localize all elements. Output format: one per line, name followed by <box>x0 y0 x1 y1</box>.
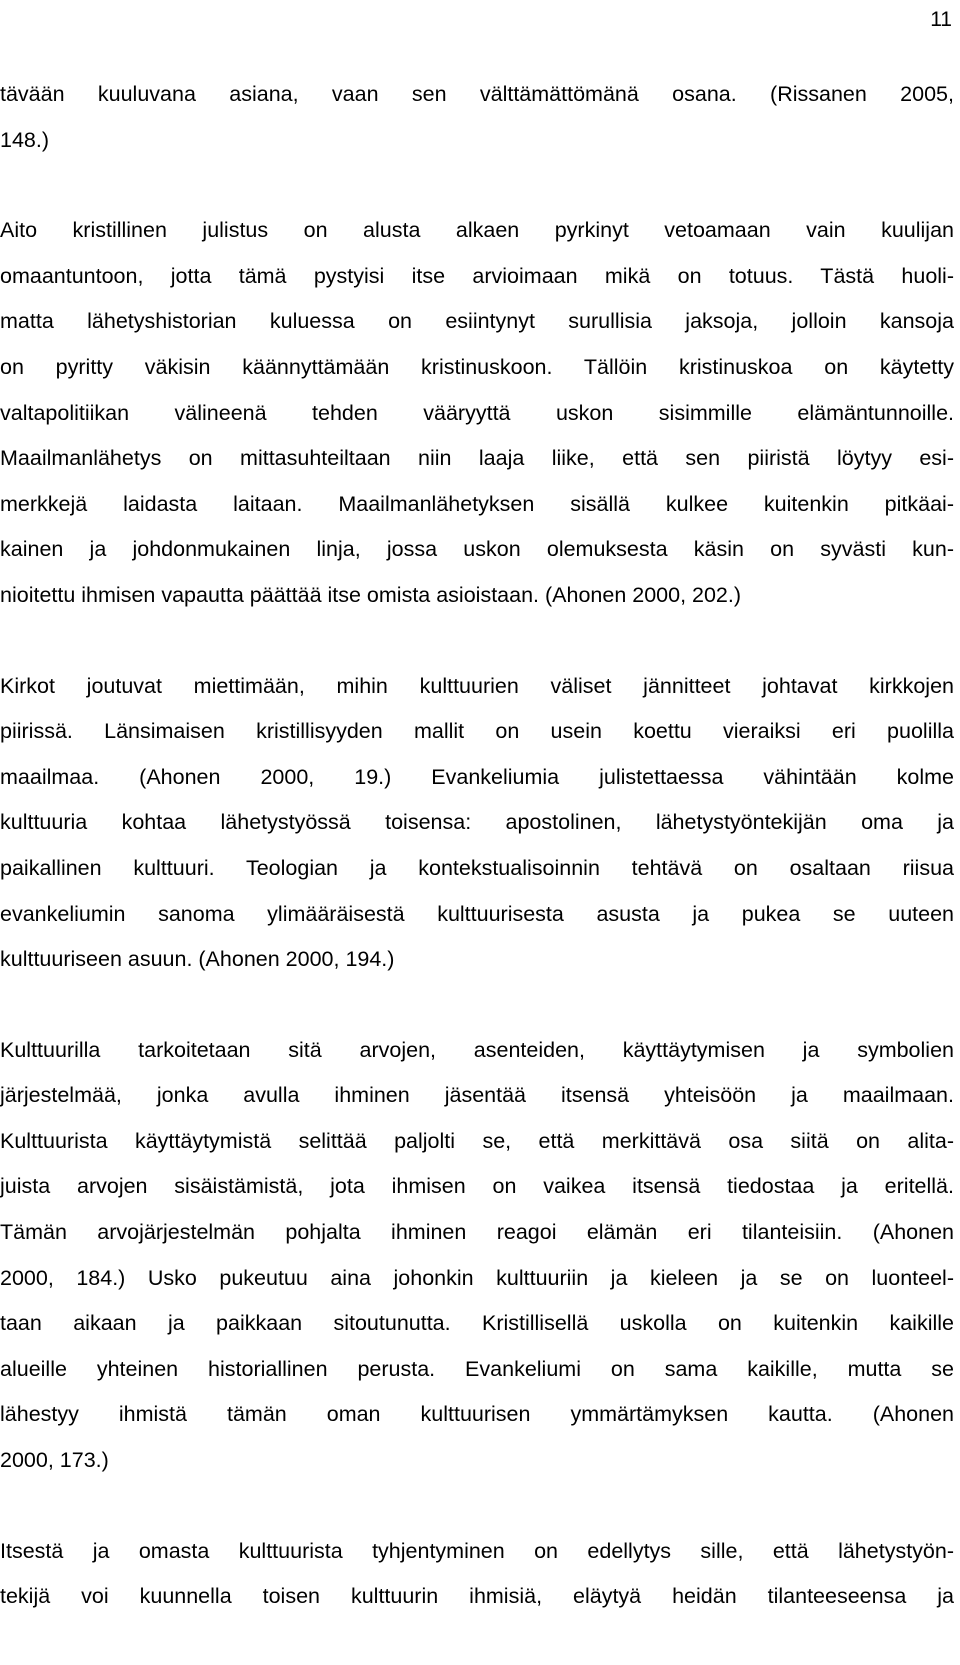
text-line: on pyritty väkisin käännyttämään kristinuskoon. Tällöin kristinuskoa on käytetty <box>0 354 954 379</box>
text-line: nioitettu ihmisen vapautta päättää itse omista asioistaan. (Ahonen 2000, 202.) <box>0 582 742 607</box>
paragraph <box>0 1529 954 1620</box>
text-line: 148.) <box>0 127 50 152</box>
document-body <box>0 72 954 1665</box>
page-number: 11 <box>930 8 952 31</box>
text-line: 2000, 184.) Usko pukeutuu aina johonkin kulttuuriin ja kieleen ja se on luonteel- <box>0 1265 954 1290</box>
text-line: matta lähetyshistorian kuluessa on esiintynyt surullisia jaksoja, jolloin kansoja <box>0 309 954 334</box>
paragraph <box>0 1028 954 1484</box>
text-line: Aito kristillinen julistus on alusta alkaen pyrkinyt vetoamaan vain kuulijan <box>0 218 954 243</box>
text-line: kulttuuriseen asuun. (Ahonen 2000, 194.) <box>0 947 395 972</box>
text-line: kainen ja johdonmukainen linja, jossa uskon olemuksesta käsin on syvästi kun- <box>0 537 954 562</box>
text-line: evankeliumin sanoma ylimääräisestä kulttuurisesta asusta ja pukea se uuteen <box>0 901 954 926</box>
text-line: piirissä. Länsimaisen kristillisyyden mallit on usein koettu vieraiksi eri puolilla <box>0 719 954 744</box>
paragraph <box>0 72 954 163</box>
text-line: Kulttuurista käyttäytymistä selittää paljolti se, että merkittävä osa siitä on alita- <box>0 1128 954 1153</box>
text-line: omaantuntoon, jotta tämä pystyisi itse arvioimaan mikä on totuus. Tästä huoli- <box>0 263 954 288</box>
text-line: Tämän arvojärjestelmän pohjalta ihminen reagoi elämän eri tilanteisiin. (Ahonen <box>0 1220 954 1245</box>
text-line: 2000, 173.) <box>0 1448 109 1473</box>
text-line: Itsestä ja omasta kulttuurista tyhjentyminen on edellytys sille, että lähetystyön- <box>0 1538 954 1563</box>
text-line: kulttuuria kohtaa lähetystyössä toisensa: apostolinen, lähetystyöntekijän oma ja <box>0 810 954 835</box>
text-line: paikallinen kulttuuri. Teologian ja kontekstualisoinnin tehtävä on osaltaan riisua <box>0 855 954 880</box>
paragraph-list <box>0 72 954 1620</box>
text-line: järjestelmää, jonka avulla ihminen jäsentää itsensä yhteisöön ja maailmaan. <box>0 1083 954 1108</box>
text-line: tävään kuuluvana asiana, vaan sen välttämättömänä osana. (Rissanen 2005, <box>0 82 954 106</box>
text-line: tekijä voi kuunnella toisen kulttuurin ihmisiä, eläytyä heidän tilanteeseensa ja <box>0 1584 954 1609</box>
text-line: Maailmanlähetys on mittasuhteiltaan niin laaja liike, että sen piiristä löytyy esi- <box>0 446 954 471</box>
paragraph <box>0 664 954 983</box>
text-line: maailmaa. (Ahonen 2000, 19.) Evankeliumia julistettaessa vähintään kolme <box>0 764 954 789</box>
paragraph <box>0 208 954 618</box>
text-line: taan aikaan ja paikkaan sitoutunutta. Kristillisellä uskolla on kuitenkin kaikille <box>0 1311 954 1336</box>
text-line: Kirkot joutuvat miettimään, mihin kulttuurien väliset jännitteet johtavat kirkkojen <box>0 673 954 698</box>
text-line: lähestyy ihmistä tämän oman kulttuurisen ymmärtämyksen kautta. (Ahonen <box>0 1402 954 1427</box>
text-line: Kulttuurilla tarkoitetaan sitä arvojen, asenteiden, käyttäytymisen ja symbolien <box>0 1037 954 1062</box>
text-line: juista arvojen sisäistämistä, jota ihmisen on vaikea itsensä tiedostaa ja eritellä. <box>0 1174 954 1199</box>
text-line: merkkejä laidasta laitaan. Maailmanlähetyksen sisällä kulkee kuitenkin pitkäai- <box>0 491 954 516</box>
text-line: alueille yhteinen historiallinen perusta. Evankeliumi on sama kaikille, mutta se <box>0 1356 954 1381</box>
text-line: valtapolitiikan välineenä tehden vääryyttä uskon sisimmille elämäntunnoille. <box>0 400 954 425</box>
